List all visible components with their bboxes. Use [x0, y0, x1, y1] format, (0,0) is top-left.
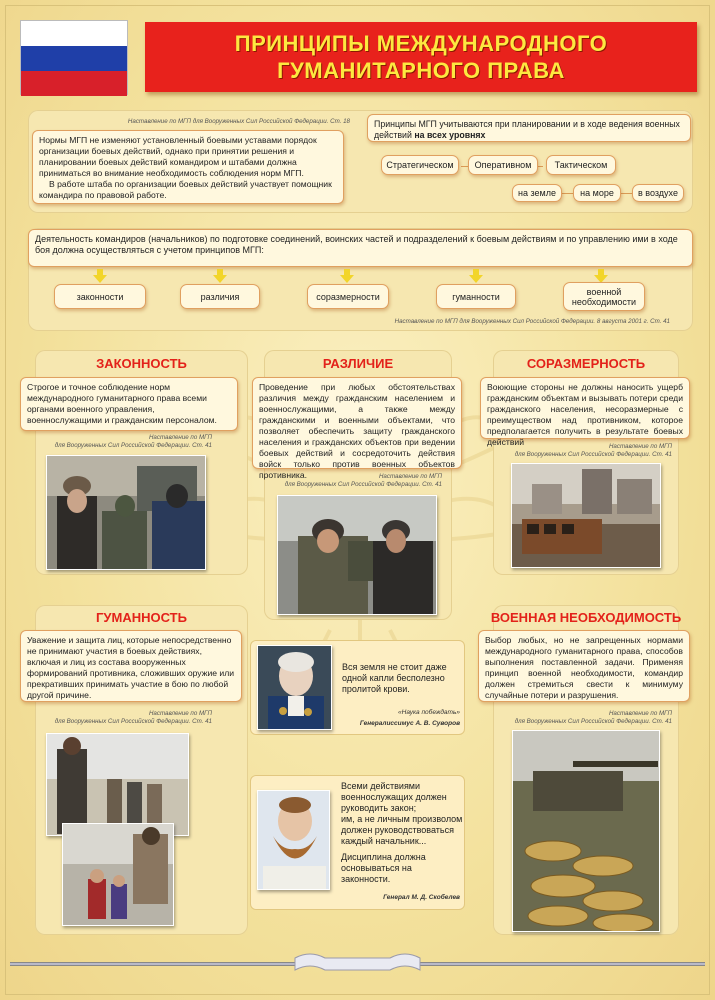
domain-sea: на море	[573, 184, 621, 202]
title-line-1: ПРИНЦИПЫ МЕЖДУНАРОДНОГО	[234, 31, 608, 56]
arrow-2	[213, 275, 227, 283]
title-banner	[145, 22, 697, 92]
humanity-photo-1	[46, 733, 189, 836]
title-line-2: ГУМАНИТАРНОГО ПРАВА	[277, 58, 565, 83]
humanity-source-1: Наставление по МГП	[148, 710, 212, 717]
humanity-source-2: для Вооруженных Сил Российской Федерации. Ст. 41	[54, 718, 212, 725]
intro-source: Наставление по МГП для Вооруженных Сил Российской Федерации. Ст. 18	[127, 118, 350, 125]
principle-necessity: военной необходимости	[563, 282, 645, 311]
suvorov-book: «Наука побеждать»	[398, 709, 460, 716]
proportionality-title: СОРАЗМЕРНОСТЬ	[526, 356, 646, 371]
distinction-source-2: для Вооруженных Сил Российской Федерации. Ст. 41	[284, 481, 442, 488]
necessity-title: ВОЕННАЯ НЕОБХОДИМОСТЬ	[490, 610, 682, 625]
activity-text: Деятельность командиров (начальников) по подготовке соединений, воинских частей и подразделений к боевым действиям и по управлению ими в ходе боя должна осуществляться с учетом принципов МГП:	[35, 234, 678, 255]
skobelev-quote-text-3: Дисциплина должна основываться на законности.	[341, 852, 426, 884]
humanity-text: Уважение и защита лиц, которые непосредственно не принимают участия в боевых действиях, включая и лиц из состава вооруженных формирований противника, сложивших оружие или прекративших принимать участие в бою по любой другой причине.	[27, 635, 235, 700]
necessity-source-1: Наставление по МГП	[608, 710, 672, 717]
legality-title: ЗАКОННОСТЬ	[96, 356, 187, 371]
skobelev-portrait	[257, 790, 330, 890]
tier-operational: Оперативном	[468, 155, 538, 175]
suvorov-author: Генералиссимус А. В. Суворов	[359, 720, 460, 727]
legality-source-2: для Вооруженных Сил Российской Федерации. Ст. 41	[54, 442, 212, 449]
suvorov-quote-text: Вся земля не стоит даже одной капли бесполезно пролитой крови.	[342, 662, 447, 694]
necessity-box	[478, 630, 690, 702]
tier-strategic: Стратегическом	[381, 155, 459, 175]
proportionality-text: Воюющие стороны не должны наносить ущерб гражданским объектам и вызывать потери среди гражданского населения, несоразмерные с преимуществом над противником, которое предполагается получить в результате боевых действий	[487, 382, 683, 447]
principle-distinction: различия	[180, 284, 260, 309]
arrow-3	[340, 275, 354, 283]
arrow-1	[93, 275, 107, 283]
humanity-photo-2	[62, 823, 174, 926]
intro-box	[32, 130, 344, 204]
domain-land: на земле	[512, 184, 562, 202]
distinction-text: Проведение при любых обстоятельствах различия между гражданским населением и военнослужащими, а также между гражданскими и военными объектами, что позволяет обеспечить защиту гражданского населения и гражданских объектов при ведении боевых действий и сосредоточить действия войск только против военных объектов противника.	[259, 382, 455, 480]
domain-air: в воздухе	[632, 184, 684, 202]
legality-source-1: Наставление по МГП	[148, 434, 212, 441]
bottom-scroll-ornament	[290, 950, 425, 976]
levels-text-bold: на всех уровнях	[414, 130, 486, 140]
legality-box	[20, 377, 238, 431]
legality-text: Строгое и точное соблюдение норм международного гуманитарного права всеми органами военного управления, военнослужащими и гражданским персоналом.	[27, 382, 217, 425]
intro-text-1: Нормы МГП не изменяют установленный боевыми уставами порядок организации боевых действий, однако при принятии решения и планировании боевых действий командиром и штабами должна приниматься во внимание необходимость соблюдения норм МГП.	[39, 135, 317, 178]
distinction-photo	[277, 495, 437, 615]
proportionality-source-2: для Вооруженных Сил Российской Федерации. Ст. 41	[514, 451, 672, 458]
activity-box	[28, 229, 693, 267]
levels-text: Принципы МГП учитываются при планировании и в ходе ведения военных действий	[374, 119, 680, 140]
skobelev-quote-text-2: им, а не личным произволом должен руководствоваться каждый начальник...	[341, 814, 463, 846]
intro-text-2: В работе штаба по организации боевых действий участвует помощник командира по правовой работе.	[39, 179, 332, 200]
principle-humanity: гуманности	[436, 284, 516, 309]
principle-proportionality: соразмерности	[307, 284, 389, 309]
proportionality-photo	[511, 463, 661, 568]
legality-photo	[46, 455, 206, 570]
distinction-title: РАЗЛИЧИЕ	[322, 356, 394, 371]
suvorov-portrait	[257, 645, 332, 730]
russian-flag	[20, 20, 128, 95]
necessity-source-2: для Вооруженных Сил Российской Федерации. Ст. 41	[514, 718, 672, 725]
necessity-photo	[512, 730, 660, 932]
humanity-box	[20, 630, 242, 702]
principle-legality: законности	[54, 284, 146, 309]
necessity-text: Выбор любых, но не запрещенных нормами международного гуманитарного права, способов выполнения поставленной задачи. Применяя принцип военной необходимости, командир должен стремиться свести к минимуму случайные потери и разрушения.	[485, 635, 683, 700]
skobelev-quote-text-1: Всеми действиями военнослужащих должен руководить закон;	[341, 781, 447, 813]
humanity-title: ГУМАННОСТЬ	[96, 610, 187, 625]
arrow-4	[469, 275, 483, 283]
activity-source: Наставление по МГП для Вооруженных Сил Российской Федерации. 8 августа 2001 г. Ст. 41	[394, 318, 670, 325]
tier-tactical: Тактическом	[546, 155, 616, 175]
skobelev-author: Генерал М. Д. Скобелев	[383, 894, 460, 901]
levels-box	[367, 114, 691, 142]
distinction-source-1: Наставление по МГП	[378, 473, 442, 480]
proportionality-source-1: Наставление по МГП	[608, 443, 672, 450]
